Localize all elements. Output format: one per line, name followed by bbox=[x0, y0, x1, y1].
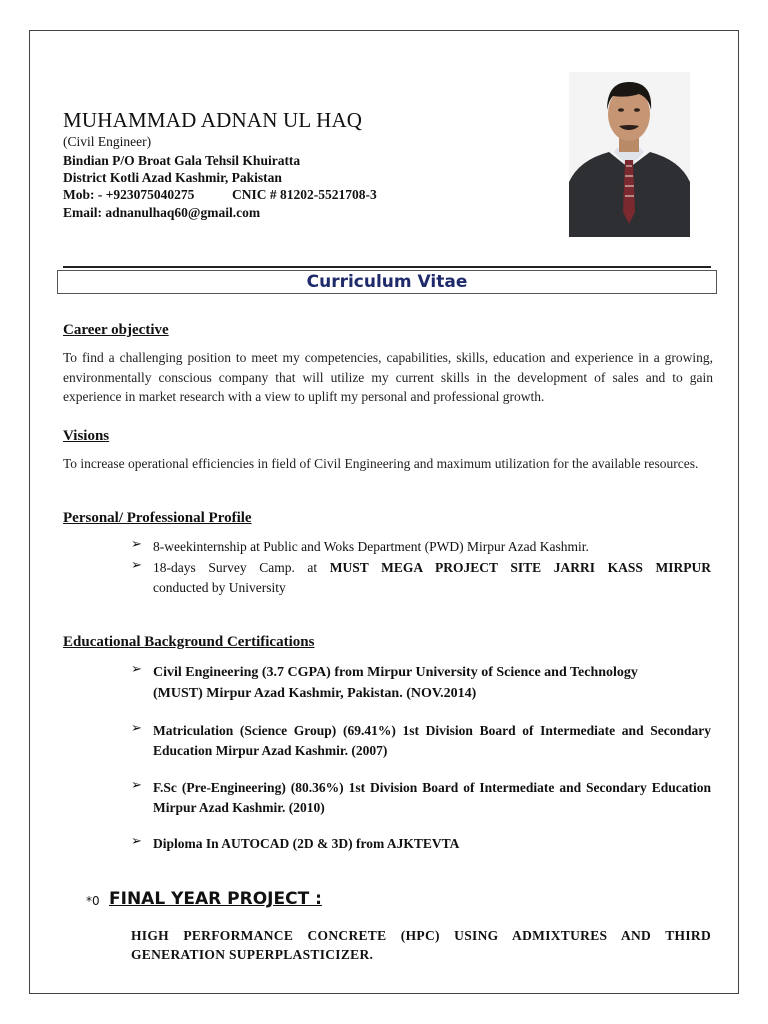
project-text: HIGH PERFORMANCE CONCRETE (HPC) USING ADMIXTURES AND THIRD GENERATION SUPERPLASTICIZER. bbox=[131, 928, 711, 962]
header-divider bbox=[63, 266, 711, 268]
visions-heading: Visions bbox=[63, 428, 110, 444]
profile-photo bbox=[569, 72, 690, 237]
arrow-bullet-icon: ➢ bbox=[131, 834, 142, 849]
arrow-bullet-icon: ➢ bbox=[131, 537, 142, 552]
education-heading: Educational Background Certifications bbox=[63, 634, 315, 650]
arrow-bullet-icon: ➢ bbox=[131, 558, 142, 573]
profile-heading: Personal/ Professional Profile bbox=[63, 510, 252, 526]
mobile-number: Mob: - +923075040275 bbox=[63, 187, 195, 202]
career-objective-text: To find a challenging position to meet my competencies, capabilities, skills, education and experience in a growing, environmentally conscious company that will utilize my current skills in the development of sales and to gain experience in market research with a view to uplift my personal and professional growth. bbox=[63, 350, 713, 404]
cnic-number: CNIC # 81202-5521708-3 bbox=[232, 187, 377, 202]
address-line-2: District Kotli Azad Kashmir, Pakistan bbox=[63, 170, 282, 185]
visions-text: To increase operational efficiencies in field of Civil Engineering and maximum utilization for the available resources. bbox=[63, 456, 699, 471]
project-heading: FINAL YEAR PROJECT : bbox=[109, 889, 322, 909]
cv-title: Curriculum Vitae bbox=[306, 272, 468, 292]
address-line-1: Bindian P/O Broat Gala Tehsil Khuiratta bbox=[63, 153, 301, 168]
arrow-bullet-icon: ➢ bbox=[131, 662, 142, 677]
email-address: Email: adnanulhaq60@gmail.com bbox=[63, 205, 261, 220]
career-objective-heading: Career objective bbox=[63, 322, 169, 338]
cv-title-banner bbox=[57, 270, 717, 294]
applicant-name: MUHAMMAD ADNAN UL HAQ bbox=[63, 108, 363, 132]
job-title: (Civil Engineer) bbox=[63, 134, 152, 149]
arrow-bullet-icon: ➢ bbox=[131, 778, 142, 793]
project-marker: *0 bbox=[86, 894, 100, 908]
arrow-bullet-icon: ➢ bbox=[131, 721, 142, 736]
